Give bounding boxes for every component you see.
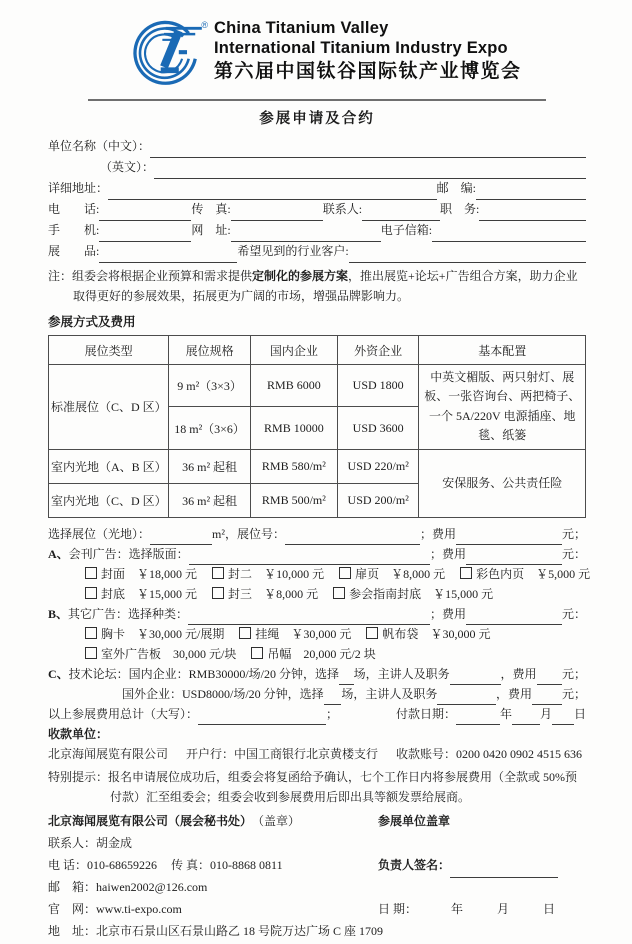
- organizer-name: 北京海闻展览有限公司（展会秘书处）: [48, 813, 253, 828]
- option-label: 彩色内页: [476, 566, 525, 581]
- booth-pricing-table: [48, 335, 586, 518]
- forum-foreign-fee-field[interactable]: [532, 691, 562, 705]
- booth-type-raw-ab: 室内光地（A、B 区）: [49, 449, 169, 483]
- company-name-en-label: （英文）：: [100, 160, 155, 174]
- other-ad-options-row2: [48, 645, 586, 665]
- organizer-email-value: haiwen2002@126.com: [96, 879, 208, 894]
- col-header-domestic: 国内企业: [250, 336, 337, 365]
- exhibitor-seal-cell: [378, 812, 586, 834]
- total-fee-semicolon: ；: [326, 706, 339, 721]
- option-title-page: [339, 565, 445, 582]
- target-customers-field[interactable]: [349, 249, 586, 263]
- option-label: 参会指南封底: [349, 586, 422, 601]
- option-outdoor-billboard: [85, 645, 236, 662]
- payment-month-field[interactable]: [512, 711, 540, 725]
- section-c-row2: [122, 685, 586, 705]
- option-price: ￥18,000 元: [137, 566, 198, 581]
- company-name-cn-field[interactable]: [150, 144, 586, 158]
- config-raw-space: 安保服务、公共责任险: [419, 449, 586, 517]
- other-ad-options-row1: [48, 625, 586, 645]
- date-day-unit: 日: [543, 901, 556, 916]
- company-name-cn-label: 单位名称（中文）：: [48, 139, 151, 153]
- special-note-label: 特别提示：: [48, 769, 109, 784]
- date-month-unit: 月: [497, 901, 510, 916]
- target-customers-label: 希望见到的行业客户:: [237, 244, 349, 258]
- journal-ad-options-row2: [48, 585, 586, 605]
- option-label: 封三: [228, 586, 253, 601]
- section-a-fee-unit: 元：: [561, 546, 586, 561]
- phone-label: 电 话:: [48, 202, 100, 216]
- price-foreign-raw-cd: USD 200/m²: [337, 483, 419, 517]
- payee-heading-row: [48, 725, 586, 745]
- payee-detail-row: [48, 745, 586, 766]
- note-prefix: 注：组委会将根据企业预算和需求提供: [48, 269, 253, 283]
- header-divider: [88, 99, 546, 101]
- expo-title-block: [214, 16, 522, 84]
- organizer-seal-line: [48, 812, 378, 834]
- payment-day-unit: 日: [573, 706, 586, 721]
- date-year-unit: 年: [451, 901, 464, 916]
- spec-18sqm: 18 m²（3×6）: [169, 407, 251, 449]
- expo-title-cn: 第六届中国钛谷国际钛产业博览会: [214, 61, 522, 83]
- spec-raw-ab: 36 m² 起租: [169, 449, 251, 483]
- china-titanium-valley-logo: [122, 16, 206, 90]
- price-foreign-raw-ab: USD 220/m²: [337, 449, 419, 483]
- forum-foreign-speaker-field[interactable]: [437, 691, 496, 705]
- fax-field[interactable]: [231, 207, 323, 221]
- exhibits-field[interactable]: [99, 249, 237, 263]
- payee-account: 收款账号：0200 0420 0902 4515 636: [396, 746, 583, 761]
- option-price: ￥30,000 元: [291, 626, 352, 641]
- booth-type-standard: 标准展位（C、D 区）: [49, 365, 169, 450]
- price-domestic-raw-cd: RMB 500/m²: [250, 483, 337, 517]
- forum-domestic-speaker-label: 场，主讲人及职务: [353, 666, 450, 681]
- section-b-row: [48, 605, 586, 625]
- option-price: ￥15,000 元: [137, 586, 198, 601]
- option-label: 挂绳: [255, 626, 280, 641]
- checkbox-inside-front-icon[interactable]: [212, 567, 224, 579]
- checkbox-badge-icon[interactable]: [85, 627, 97, 639]
- booth-number-field[interactable]: [285, 531, 420, 545]
- expo-title-en-line2: International Titanium Industry Expo: [214, 39, 508, 58]
- payee-bank: 开户行：中国工商银行北京黄楼支行: [186, 746, 379, 761]
- forum-domestic-fee-label: ，费用: [500, 666, 537, 681]
- table-row: [49, 365, 586, 407]
- organizer-address-line: [48, 922, 586, 944]
- price-foreign-9sqm: USD 1800: [337, 365, 419, 407]
- option-price: ￥5,000 元: [536, 566, 591, 581]
- booth-area-field[interactable]: [150, 531, 212, 545]
- option-label: 封二: [228, 566, 253, 581]
- checkbox-lanyard-icon[interactable]: [239, 627, 251, 639]
- note-bold-phrase: 定制化的参展方案: [252, 269, 349, 283]
- special-note-text: 报名申请展位成功后，组委会将复函给予确认，七个工作日内将参展费用（全款或 50%预付款）汇至组委会；组委会收到参展费用后即出具等额发票给展商。: [108, 769, 578, 805]
- organizer-website-label: 官 网：: [48, 901, 97, 916]
- website-label: 网 址:: [191, 223, 231, 237]
- payment-day-field[interactable]: [552, 711, 574, 725]
- payment-year-field[interactable]: [456, 711, 500, 725]
- section-b-letter: B、: [48, 606, 69, 621]
- checkbox-outdoor-billboard-icon[interactable]: [85, 647, 97, 659]
- option-label: 封底: [101, 586, 126, 601]
- journal-ad-fee-field[interactable]: [466, 551, 562, 565]
- note-suffix: ，推出展览+论坛+广告组合方案，助力企业取得更好的参展效果，拓展更为广阔的市场，增强品牌影响力。: [73, 269, 578, 303]
- booth-number-label: m²，展位号：: [212, 526, 285, 541]
- position-field[interactable]: [479, 207, 586, 221]
- checkbox-hanging-banner-icon[interactable]: [251, 647, 263, 659]
- col-header-booth-spec: 展位规格: [169, 336, 251, 365]
- checkbox-color-inner-icon[interactable]: [460, 567, 472, 579]
- journal-ad-options-row1: [48, 565, 591, 585]
- checkbox-inside-back-icon[interactable]: [212, 587, 224, 599]
- booth-select-label: 选择展位（光地）：: [48, 526, 151, 541]
- postcode-field[interactable]: [476, 186, 586, 200]
- checkbox-canvas-bag-icon[interactable]: [366, 627, 378, 639]
- organizer-phone-line: [48, 856, 378, 878]
- payee-company: 北京海闻展览有限公司: [48, 746, 169, 761]
- total-fee-field[interactable]: [198, 711, 326, 725]
- email-field[interactable]: [432, 228, 586, 242]
- forum-foreign-speaker-label: 场，主讲人及职务: [341, 686, 438, 701]
- company-name-en-field[interactable]: [154, 165, 586, 179]
- option-price: ￥8,000 元: [391, 566, 446, 581]
- table-header-row: [49, 336, 586, 365]
- option-hanging-banner: [251, 645, 375, 662]
- section-b-title: 其它广告：选择种类：: [68, 606, 189, 621]
- option-price: ￥30,000 元/展期: [137, 626, 225, 641]
- option-label: 帆布袋: [382, 626, 419, 641]
- option-color-inner: [460, 565, 590, 582]
- address-label: 详细地址：: [48, 181, 109, 195]
- expo-title-en-line1: China Titanium Valley: [214, 19, 389, 37]
- organizer-address-label: 地 址：: [48, 923, 97, 938]
- organizer-email-line: [48, 878, 378, 900]
- option-guide-back-cover: [333, 585, 493, 602]
- pricing-section-heading: 参展方式及费用: [48, 315, 136, 329]
- organizer-note: [48, 266, 586, 306]
- other-ad-type-field[interactable]: [188, 611, 430, 625]
- titanium-expo-logo-icon: [122, 16, 206, 90]
- contact-field[interactable]: [362, 207, 440, 221]
- section-c-row1: [48, 665, 586, 685]
- forum-foreign-fee-unit: 元；: [561, 686, 586, 701]
- forum-domestic-fee-unit: 元；: [561, 666, 586, 681]
- forum-foreign-label: 国外企业：USD8000/场/20 分钟，选择: [122, 686, 324, 701]
- journal-ad-page-field[interactable]: [189, 551, 430, 565]
- option-price: ￥15,000 元: [433, 586, 494, 601]
- payment-date-label: 付款日期：: [395, 706, 456, 721]
- option-label: 室外广告板: [101, 646, 162, 661]
- forum-domestic-fee-field[interactable]: [537, 671, 562, 685]
- date-label: 日 期：: [378, 901, 418, 916]
- website-field[interactable]: [231, 228, 381, 242]
- option-lanyard: [239, 625, 351, 642]
- organizer-phone-value: 010-68659226: [87, 857, 158, 872]
- address-row: [48, 179, 586, 200]
- option-canvas-bag: [366, 625, 490, 642]
- booth-type-raw-cd: 室内光地（C、D 区）: [49, 483, 169, 517]
- booth-fee-unit: 元；: [561, 526, 586, 541]
- option-label: 胸卡: [101, 626, 126, 641]
- config-standard-booth: 中英文楣版、两只射灯、展板、一张咨询台、两把椅子、一个 5A/220V 电源插座、地毯、纸篓: [419, 365, 586, 450]
- section-a-title: 会刊广告：选择版面：: [68, 546, 189, 561]
- price-foreign-18sqm: USD 3600: [337, 407, 419, 449]
- checkbox-front-cover-icon[interactable]: [85, 567, 97, 579]
- forum-foreign-sessions-field[interactable]: [324, 691, 342, 705]
- email-label: 电子信箱:: [380, 223, 433, 237]
- address-field[interactable]: [108, 186, 437, 200]
- booth-fee-label: ；费用: [419, 526, 456, 541]
- contact-person-line: [48, 834, 378, 856]
- option-badge: [85, 625, 224, 642]
- spec-raw-cd: 36 m² 起租: [169, 483, 251, 517]
- fax-label: 传 真:: [191, 202, 231, 216]
- signature-cell: [378, 856, 586, 878]
- col-header-config: 基本配置: [419, 336, 586, 365]
- section-b-fee-label: ；费用: [429, 606, 466, 621]
- option-inside-front: [212, 565, 324, 582]
- mobile-web-row: [48, 221, 586, 242]
- organizer-address-value: 北京市石景山区石景山路乙 18 号院万达广场 C 座 1709: [96, 923, 384, 938]
- booth-select-row: [48, 525, 586, 545]
- payee-heading: 收款单位：: [48, 726, 109, 741]
- price-domestic-raw-ab: RMB 580/m²: [250, 449, 337, 483]
- company-info-section: [48, 137, 586, 263]
- checkbox-back-cover-icon[interactable]: [85, 587, 97, 599]
- exhibits-row: [48, 242, 586, 263]
- table-row: [49, 449, 586, 483]
- company-name-en-row: [48, 158, 586, 179]
- booth-fee-field[interactable]: [456, 531, 562, 545]
- organizer-fax-label: 传 真：: [171, 857, 211, 872]
- organizer-seal-label: （盖章）: [252, 813, 301, 828]
- forum-domestic-speaker-field[interactable]: [450, 671, 501, 685]
- order-options-section: [48, 525, 591, 808]
- section-c-letter: C、: [48, 666, 69, 681]
- option-label: 扉页: [355, 566, 380, 581]
- forum-domestic-label: 技术论坛：国内企业：RMB30000/场/20 分钟，选择: [68, 666, 340, 681]
- signature-field[interactable]: [450, 864, 558, 878]
- col-header-booth-type: 展位类型: [49, 336, 169, 365]
- forum-domestic-sessions-field[interactable]: [339, 671, 354, 685]
- section-a-fee-label: ；费用: [429, 546, 466, 561]
- forum-foreign-fee-label: ，费用: [495, 686, 532, 701]
- checkbox-title-page-icon[interactable]: [339, 567, 351, 579]
- option-price: ￥10,000 元: [264, 566, 325, 581]
- mobile-field[interactable]: [99, 228, 191, 242]
- exhibits-label: 展 品:: [48, 244, 100, 258]
- phone-field[interactable]: [99, 207, 191, 221]
- option-price: 20,000 元/2 块: [303, 646, 376, 661]
- organizer-email-label: 邮 箱：: [48, 879, 97, 894]
- option-price: ￥8,000 元: [264, 586, 319, 601]
- option-back-cover: [85, 585, 197, 602]
- option-front-cover: [85, 565, 197, 582]
- registered-trademark-icon: ®: [201, 20, 208, 30]
- exhibitor-seal-label: 参展单位盖章: [378, 813, 451, 828]
- organizer-fax-value: 010-8868 0811: [210, 857, 283, 872]
- col-header-foreign: 外资企业: [337, 336, 419, 365]
- payment-year-unit: 年: [499, 706, 512, 721]
- organizer-website-value: www.ti-expo.com: [96, 901, 182, 916]
- signature-label: 负责人签名：: [378, 857, 451, 872]
- option-inside-back: [212, 585, 318, 602]
- total-fee-row: [48, 705, 586, 725]
- expo-header: [122, 16, 586, 90]
- contact-person-value: 胡金成: [96, 835, 133, 850]
- company-name-cn-row: [48, 137, 586, 158]
- contact-person-label: 联系人：: [48, 835, 97, 850]
- option-price: 30,000 元/块: [173, 646, 237, 661]
- total-fee-label: 以上参展费用总计（大写）：: [48, 706, 199, 721]
- payment-month-unit: 月: [539, 706, 552, 721]
- price-domestic-18sqm: RMB 10000: [250, 407, 337, 449]
- other-ad-fee-field[interactable]: [466, 611, 562, 625]
- checkbox-guide-back-cover-icon[interactable]: [333, 587, 345, 599]
- section-a-letter: A、: [48, 546, 69, 561]
- option-label: 吊幅: [267, 646, 292, 661]
- phone-fax-row: [48, 200, 586, 221]
- position-label: 职 务:: [440, 202, 480, 216]
- postcode-label: 邮 编:: [436, 181, 476, 195]
- option-label: 封面: [101, 566, 126, 581]
- organizer-phone-label: 电 话：: [48, 857, 88, 872]
- section-a-row: [48, 545, 586, 565]
- section-b-fee-unit: 元：: [561, 606, 586, 621]
- mobile-label: 手 机:: [48, 223, 100, 237]
- option-price: ￥30,000 元: [430, 626, 491, 641]
- special-note: [48, 767, 586, 808]
- price-domestic-9sqm: RMB 6000: [250, 365, 337, 407]
- date-cell: [378, 900, 586, 922]
- signature-section: [48, 812, 586, 944]
- organizer-website-line: [48, 900, 378, 922]
- contact-label: 联系人:: [322, 202, 363, 216]
- spec-9sqm: 9 m²（3×3）: [169, 365, 251, 407]
- document-title: 参展申请及合约: [259, 111, 375, 127]
